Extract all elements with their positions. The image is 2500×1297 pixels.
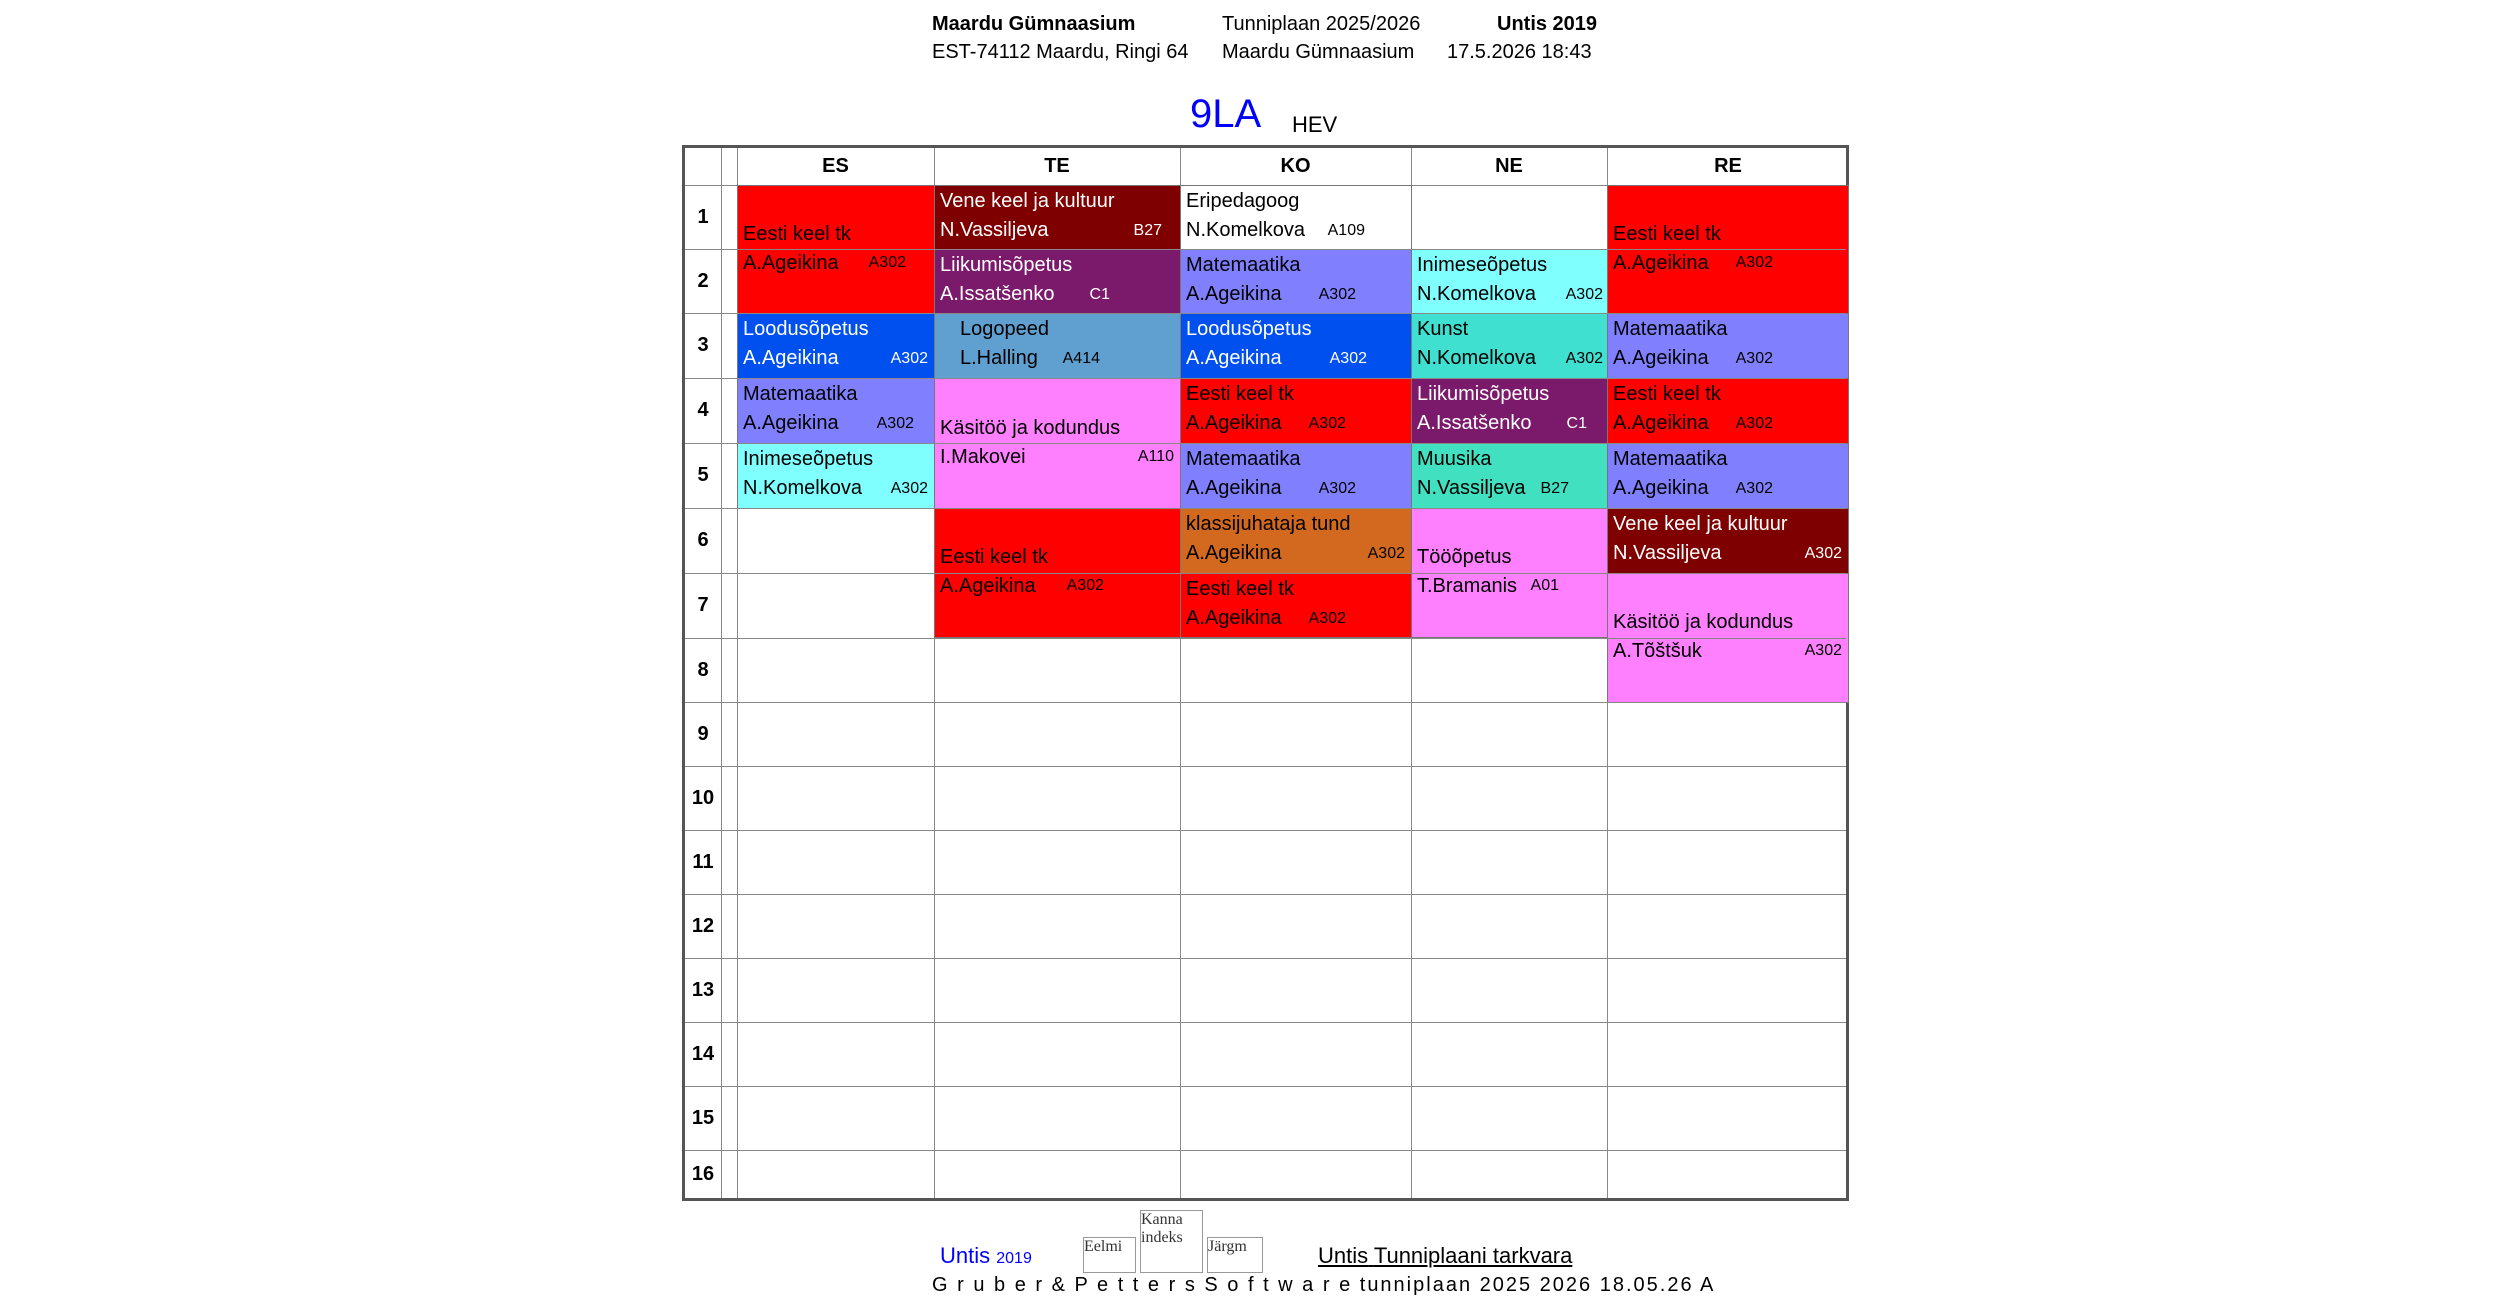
grid-line (685, 573, 1846, 574)
lesson-room: A302 (1329, 350, 1367, 367)
index-alt-text: Kanna indeks (1141, 1211, 1183, 1246)
lesson-ne-4[interactable] (1411, 378, 1608, 444)
lesson-teacher: N.Vassiljeva (940, 219, 1049, 241)
timetable-software-link[interactable]: Tunniplaani tarkvara (1373, 1243, 1573, 1268)
next-alt-text: Järgm (1208, 1238, 1247, 1255)
lesson-room: A302 (1308, 610, 1346, 627)
lesson-room: C1 (1089, 286, 1110, 303)
day-header-te: TE (1044, 155, 1070, 177)
lesson-ne-2[interactable] (1411, 249, 1608, 314)
lesson-room: A302 (1735, 415, 1773, 432)
lesson-te-3[interactable] (934, 313, 1181, 379)
period-number: 2 (697, 270, 709, 292)
period-number: 9 (697, 723, 709, 745)
grid-line (721, 148, 722, 1198)
grid-line (685, 766, 1846, 767)
period-number: 15 (691, 1107, 715, 1129)
school-address: EST-74112 Maardu, Ringi 64 (932, 41, 1189, 63)
lesson-room: C1 (1566, 415, 1587, 432)
grid-line (685, 830, 1846, 831)
lesson-ne-3[interactable] (1411, 313, 1608, 379)
class-subtitle: HEV (1292, 112, 1338, 137)
lesson-subject: klassijuhataja tund (1186, 513, 1351, 535)
grid-line (685, 1086, 1846, 1087)
lesson-subject: Inimeseõpetus (743, 448, 874, 470)
previous-image-link[interactable] (1083, 1237, 1136, 1273)
lesson-teacher: I.Makovei (940, 446, 1026, 468)
lesson-teacher: A.Ageikina (743, 252, 839, 274)
lesson-subject: Loodusõpetus (1186, 318, 1312, 340)
lesson-room: A302 (1804, 545, 1842, 562)
lesson-te-1[interactable] (934, 185, 1181, 250)
grid-line (685, 443, 1846, 444)
lesson-ko-2[interactable] (1180, 249, 1412, 314)
lesson-room: A302 (1318, 286, 1356, 303)
lesson-ko-5[interactable] (1180, 443, 1412, 509)
lesson-subject: Inimeseõpetus (1417, 254, 1548, 276)
grid-line (685, 508, 1846, 509)
lesson-subject: Logopeed (960, 318, 1049, 340)
lesson-subject: Matemaatika (1613, 448, 1728, 470)
lesson-teacher: A.Ageikina (940, 575, 1036, 597)
lesson-teacher: A.Ageikina (1186, 283, 1282, 305)
lesson-room: A01 (1530, 577, 1559, 594)
lesson-subject: Eesti keel tk (1613, 383, 1721, 405)
day-header-ne: NE (1495, 155, 1523, 177)
untis-links (1318, 1243, 1572, 1269)
lesson-subject: Matemaatika (743, 383, 858, 405)
untis-link[interactable]: Untis (1318, 1243, 1369, 1268)
lesson-es-4[interactable] (737, 378, 935, 444)
period-number: 7 (697, 594, 709, 616)
period-number: 8 (697, 659, 709, 681)
lesson-te-2[interactable] (934, 249, 1181, 314)
lesson-subject: Eesti keel tk (743, 223, 851, 245)
lesson-subject: Liikumisõpetus (940, 254, 1073, 276)
plan-title: Tunniplaan 2025/2026 (1222, 13, 1421, 35)
day-header-es: ES (822, 155, 849, 177)
period-number: 14 (691, 1043, 715, 1065)
lesson-teacher: A.Ageikina (1186, 477, 1282, 499)
next-image-link[interactable] (1207, 1237, 1263, 1273)
lesson-room: A302 (868, 254, 906, 271)
period-number: 3 (697, 334, 709, 356)
lesson-room: A302 (1367, 545, 1405, 562)
lesson-teacher: A.Ageikina (1186, 347, 1282, 369)
lesson-room: A302 (890, 350, 928, 367)
grid-line (685, 638, 1846, 639)
lesson-teacher: A.Ageikina (1613, 477, 1709, 499)
credits: G r u b e r & P e t t e r s S o f t w a r e tunniplaan 2025 2026 18.05.26 A (932, 1274, 1716, 1296)
untis-brand (940, 1243, 1032, 1269)
lesson-teacher: A.Issatšenko (1417, 412, 1532, 434)
lesson-room: A302 (1735, 480, 1773, 497)
lesson-subject: Eesti keel tk (1186, 578, 1294, 600)
grid-line (685, 894, 1846, 895)
period-number: 13 (691, 979, 715, 1001)
lesson-subject: Liikumisõpetus (1417, 383, 1550, 405)
lesson-teacher: N.Vassiljeva (1613, 542, 1722, 564)
lesson-room: A302 (1308, 415, 1346, 432)
lesson-teacher: L.Halling (960, 347, 1038, 369)
period-number: 1 (697, 206, 709, 228)
lesson-room: A302 (890, 480, 928, 497)
plan-school: Maardu Gümnaasium (1222, 41, 1415, 63)
grid-line (685, 702, 1846, 703)
index-image-link[interactable] (1140, 1210, 1203, 1273)
lesson-teacher: N.Komelkova (743, 477, 862, 499)
grid-line (685, 249, 1846, 250)
school-name: Maardu Gümnaasium (932, 13, 1136, 35)
lesson-subject: Eesti keel tk (940, 546, 1048, 568)
lesson-subject: Eesti keel tk (1186, 383, 1294, 405)
lesson-re-4[interactable] (1607, 378, 1849, 444)
lesson-subject: Tööõpetus (1417, 546, 1512, 568)
lesson-subject: Matemaatika (1186, 448, 1301, 470)
lesson-ko-6[interactable] (1180, 508, 1412, 574)
lesson-subject: Käsitöö ja kodundus (1613, 611, 1794, 633)
grid-line (685, 958, 1846, 959)
grid-line (685, 378, 1846, 379)
lesson-teacher: A.Ageikina (1613, 347, 1709, 369)
lesson-teacher: A.Issatšenko (940, 283, 1055, 305)
lesson-teacher: A.Ageikina (1613, 252, 1709, 274)
lesson-ko-4[interactable] (1180, 378, 1412, 444)
lesson-subject: Vene keel ja kultuur (1613, 513, 1788, 535)
lesson-teacher: A.Ageikina (1613, 412, 1709, 434)
timetable-grid (682, 145, 1849, 1201)
period-number: 12 (691, 915, 715, 937)
period-number: 5 (697, 464, 709, 486)
lesson-subject: Loodusõpetus (743, 318, 869, 340)
lesson-room: A302 (1735, 350, 1773, 367)
grid-line (685, 313, 1846, 314)
lesson-teacher: A.Ageikina (743, 347, 839, 369)
brand-name: Untis (940, 1243, 991, 1268)
period-number: 4 (697, 399, 709, 421)
product-name: Untis 2019 (1497, 13, 1598, 35)
lesson-subject: Eripedagoog (1186, 190, 1300, 212)
lesson-room: B27 (1540, 480, 1569, 497)
lesson-es-3[interactable] (737, 313, 935, 379)
lesson-room: A302 (1565, 350, 1603, 367)
lesson-re-3[interactable] (1607, 313, 1849, 379)
lesson-subject: Matemaatika (1186, 254, 1301, 276)
lesson-es-5[interactable] (737, 443, 935, 509)
lesson-ko-3[interactable] (1180, 313, 1412, 379)
lesson-subject: Matemaatika (1613, 318, 1728, 340)
period-number: 11 (692, 851, 714, 873)
lesson-room: B27 (1133, 222, 1162, 239)
grid-line (685, 1022, 1846, 1023)
lesson-teacher: N.Vassiljeva (1417, 477, 1526, 499)
lesson-ko-1[interactable] (1180, 185, 1412, 250)
lesson-room: A302 (1565, 286, 1603, 303)
print-date: 17.5.2026 18:43 (1447, 41, 1592, 63)
lesson-teacher: A.Ageikina (743, 412, 839, 434)
lesson-room: A109 (1327, 222, 1365, 239)
brand-year: 2019 (996, 1250, 1032, 1267)
lesson-subject: Vene keel ja kultuur (940, 190, 1115, 212)
lesson-teacher: N.Komelkova (1417, 283, 1536, 305)
lesson-subject: Eesti keel tk (1613, 223, 1721, 245)
lesson-subject: Käsitöö ja kodundus (940, 417, 1121, 439)
lesson-room: A110 (1137, 448, 1174, 465)
previous-alt-text: Eelmi (1084, 1238, 1123, 1255)
lesson-teacher: N.Komelkova (1186, 219, 1305, 241)
lesson-ne-5[interactable] (1411, 443, 1608, 509)
lesson-room: A302 (1804, 642, 1842, 659)
lesson-subject: Muusika (1417, 448, 1492, 470)
lesson-room: A302 (1066, 577, 1104, 594)
lesson-re-5[interactable] (1607, 443, 1849, 509)
lesson-room: A302 (1735, 254, 1773, 271)
period-number: 6 (697, 529, 709, 551)
lesson-room: A302 (1318, 480, 1356, 497)
period-number: 10 (691, 787, 715, 809)
grid-line (685, 1150, 1846, 1151)
lesson-subject: Kunst (1417, 318, 1469, 340)
class-title: 9LA (1190, 92, 1262, 136)
lesson-room: A302 (876, 415, 914, 432)
lesson-room: A414 (1062, 350, 1100, 367)
lesson-teacher: A.Ageikina (1186, 542, 1282, 564)
lesson-ko-7[interactable] (1180, 573, 1412, 638)
lesson-teacher: A.Ageikina (1186, 412, 1282, 434)
lesson-teacher: A.Tõštšuk (1613, 640, 1702, 662)
day-header-ko: KO (1280, 155, 1311, 177)
period-number: 16 (691, 1163, 715, 1185)
lesson-re-6[interactable] (1607, 508, 1849, 574)
lesson-teacher: T.Bramanis (1417, 575, 1518, 597)
day-header-re: RE (1714, 155, 1742, 177)
lesson-teacher: A.Ageikina (1186, 607, 1282, 629)
lesson-teacher: N.Komelkova (1417, 347, 1536, 369)
